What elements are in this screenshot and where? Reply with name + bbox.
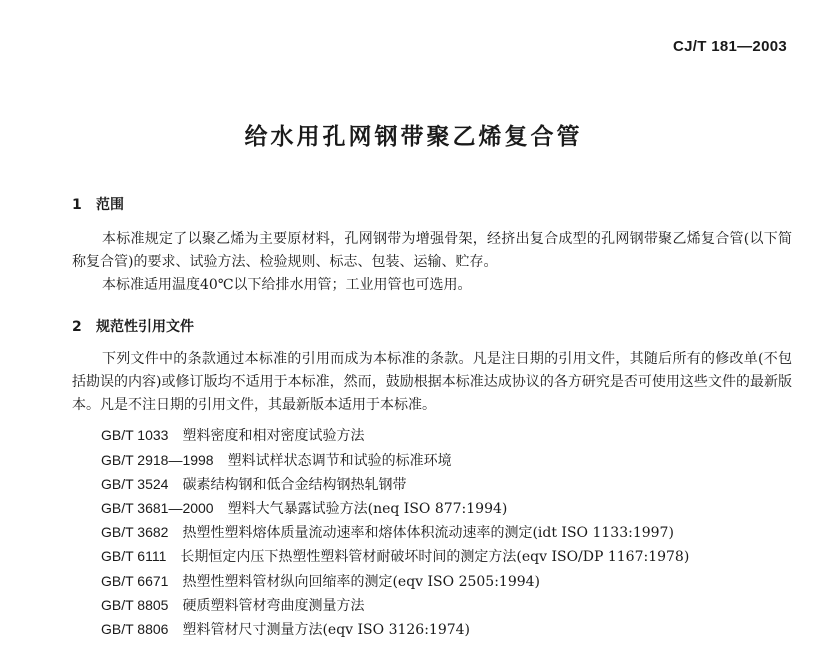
standard-number: CJ/T 181—2003	[673, 38, 787, 55]
reference-code: GB/T 8806	[101, 621, 169, 637]
reference-code: GB/T 3681—2000	[101, 500, 214, 516]
reference-title: 热塑性塑料管材纵向回缩率的测定(eqv ISO 2505:1994)	[182, 574, 541, 590]
reference-title: 碳素结构钢和低合金结构钢热轧钢带	[182, 477, 407, 493]
reference-title: 塑料管材尺寸测量方法(eqv ISO 3126:1974)	[182, 622, 471, 638]
section-1-paragraph-1: 本标准规定了以聚乙烯为主要原材料，孔网钢带为增强骨架，经挤出复合成型的孔网钢带聚乙烯复合管(以下简称复合管)的要求、试验方法、检验规则、标志、包装、运输、贮存。	[72, 231, 792, 270]
section-2-heading	[72, 316, 194, 336]
reference-title: 塑料密度和相对密度试验方法	[182, 428, 365, 444]
document-title: 给水用孔网钢带聚乙烯复合管	[244, 124, 583, 150]
section-2-intro-paragraph: 下列文件中的条款通过本标准的引用而成为本标准的条款。凡是注日期的引用文件，其随后所有的修改单(不包括勘误的内容)或修订版均不适用于本标准，然而，鼓励根据本标准达成协议的各方研究是否可使用这些文件的最新版本。凡是不注日期的引用文件，其最新版本适用于本标准。	[72, 351, 792, 413]
section-2-number: 2	[72, 319, 82, 335]
section-2-title: 规范性引用文件	[96, 319, 194, 335]
section-1-heading	[72, 194, 124, 214]
reference-title: 塑料大气暴露试验方法(neq ISO 877:1994)	[227, 501, 508, 517]
reference-code: GB/T 3524	[101, 476, 169, 492]
reference-item	[101, 450, 452, 470]
reference-item	[101, 425, 364, 445]
reference-item	[101, 546, 689, 566]
reference-title: 长期恒定内压下热塑性塑料管材耐破坏时间的测定方法(eqv ISO/DP 1167:1978)	[180, 549, 690, 565]
reference-item	[101, 595, 364, 615]
reference-code: GB/T 1033	[101, 427, 169, 443]
reference-item	[101, 522, 674, 542]
reference-code: GB/T 3682	[101, 524, 169, 540]
reference-code: GB/T 8805	[101, 597, 169, 613]
reference-item	[101, 619, 470, 639]
section-1-title: 范围	[96, 197, 124, 213]
reference-code: GB/T 6671	[101, 573, 169, 589]
section-1-paragraph-2: 本标准适用温度40℃以下给排水用管；工业用管也可选用。	[102, 277, 472, 293]
section-1-number: 1	[72, 197, 82, 213]
reference-item	[101, 474, 406, 494]
reference-code: GB/T 6111	[101, 548, 167, 564]
reference-code: GB/T 2918—1998	[101, 452, 214, 468]
reference-item	[101, 571, 540, 591]
reference-title: 硬质塑料管材弯曲度测量方法	[182, 598, 365, 614]
reference-title: 塑料试样状态调节和试验的标准环境	[227, 453, 452, 469]
reference-title: 热塑性塑料熔体质量流动速率和熔体体积流动速率的测定(idt ISO 1133:1997)	[182, 525, 674, 541]
reference-item	[101, 498, 507, 518]
